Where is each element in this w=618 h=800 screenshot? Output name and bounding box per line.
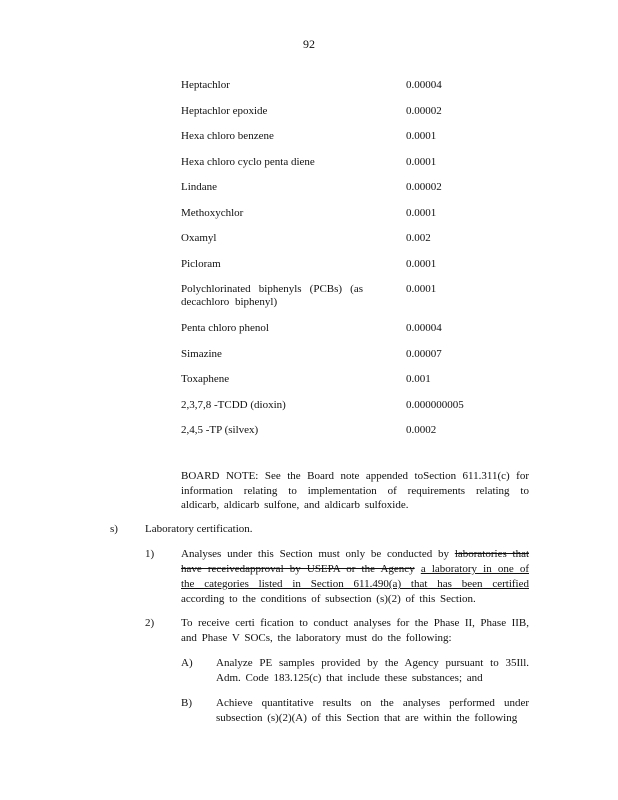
subitem-number: A) [181,657,193,669]
contaminant-name: Picloram [181,258,221,270]
contaminant-name: Hexa chloro benzene [181,130,274,142]
item-1-text-a: Analyses under this Section must only be conducted by [181,548,455,560]
board-note: BOARD NOTE: See the Board note appended toSection 611.311(c) for information relating to implementation of requirements relating to aldicarb, aldicarb sulfone, and aldicarb sulfoxide. [181,470,529,511]
contaminant-value: 0.0001 [406,207,437,219]
contaminant-name: Heptachlor epoxide [181,105,268,117]
contaminant-name: Lindane [181,181,218,193]
section-marker: s) [110,523,118,535]
contaminant-value: 0.00004 [406,322,442,334]
item-number: 1) [145,548,155,560]
contaminant-name: Methoxychlor [181,207,244,219]
item-2-text: To receive certi fication to conduct analyses for the Phase II, Phase IIB, and Phase V SOCs, the laboratory must do the following: [181,617,529,644]
contaminant-value: 0.0001 [406,156,437,168]
item-1-text-c: according to the conditions of subsection (s)(2) of this Section. [181,593,476,605]
page-number: 92 [303,37,315,51]
contaminant-value: 0.00007 [406,348,442,360]
contaminant-name: 2,4,5 -TP (silvex) [181,424,259,436]
section-title: Laboratory certification. [145,523,253,535]
subitem-a-text: Analyze PE samples provided by the Agency pursuant to 35Ill. Adm. Code 183.125(c) that include these substances; and [216,657,529,684]
inserted-text: a laboratory in one of the categories listed in Section 611.490(a) that has been certified [181,563,529,590]
contaminant-name: Hexa chloro cyclo penta diene [181,156,315,168]
contaminant-name: Penta chloro phenol [181,322,269,334]
item-1-text [181,547,529,607]
contaminant-value: 0.0001 [406,130,437,142]
contaminant-value: 0.00002 [406,181,442,193]
contaminant-value: 0.00002 [406,105,442,117]
item-number: 2) [145,617,155,629]
contaminant-name: Heptachlor [181,79,230,91]
contaminant-name: Toxaphene [181,373,230,385]
contaminant-value: 0.002 [406,232,431,244]
deleted-text: laboratories that have receivedapproval by USEPA or the Agency [181,548,530,575]
contaminant-name: Oxamyl [181,232,217,244]
contaminant-value: 0.000000005 [406,399,464,411]
subitem-b-text: Achieve quantitative results on the analyses performed under subsection (s)(2)(A) of this Section that are within the following [216,697,529,724]
contaminant-value: 0.001 [406,373,431,385]
contaminant-name: Polychlorinated biphenyls (PCBs) (as decachloro biphenyl) [181,283,363,308]
contaminant-value: 0.0001 [406,283,437,295]
contaminant-value: 0.0002 [406,424,437,436]
subitem-number: B) [181,697,192,709]
contaminant-name: Simazine [181,348,222,360]
contaminant-value: 0.00004 [406,79,442,91]
contaminant-value: 0.0001 [406,258,437,270]
contaminant-name: 2,3,7,8 -TCDD (dioxin) [181,399,286,411]
